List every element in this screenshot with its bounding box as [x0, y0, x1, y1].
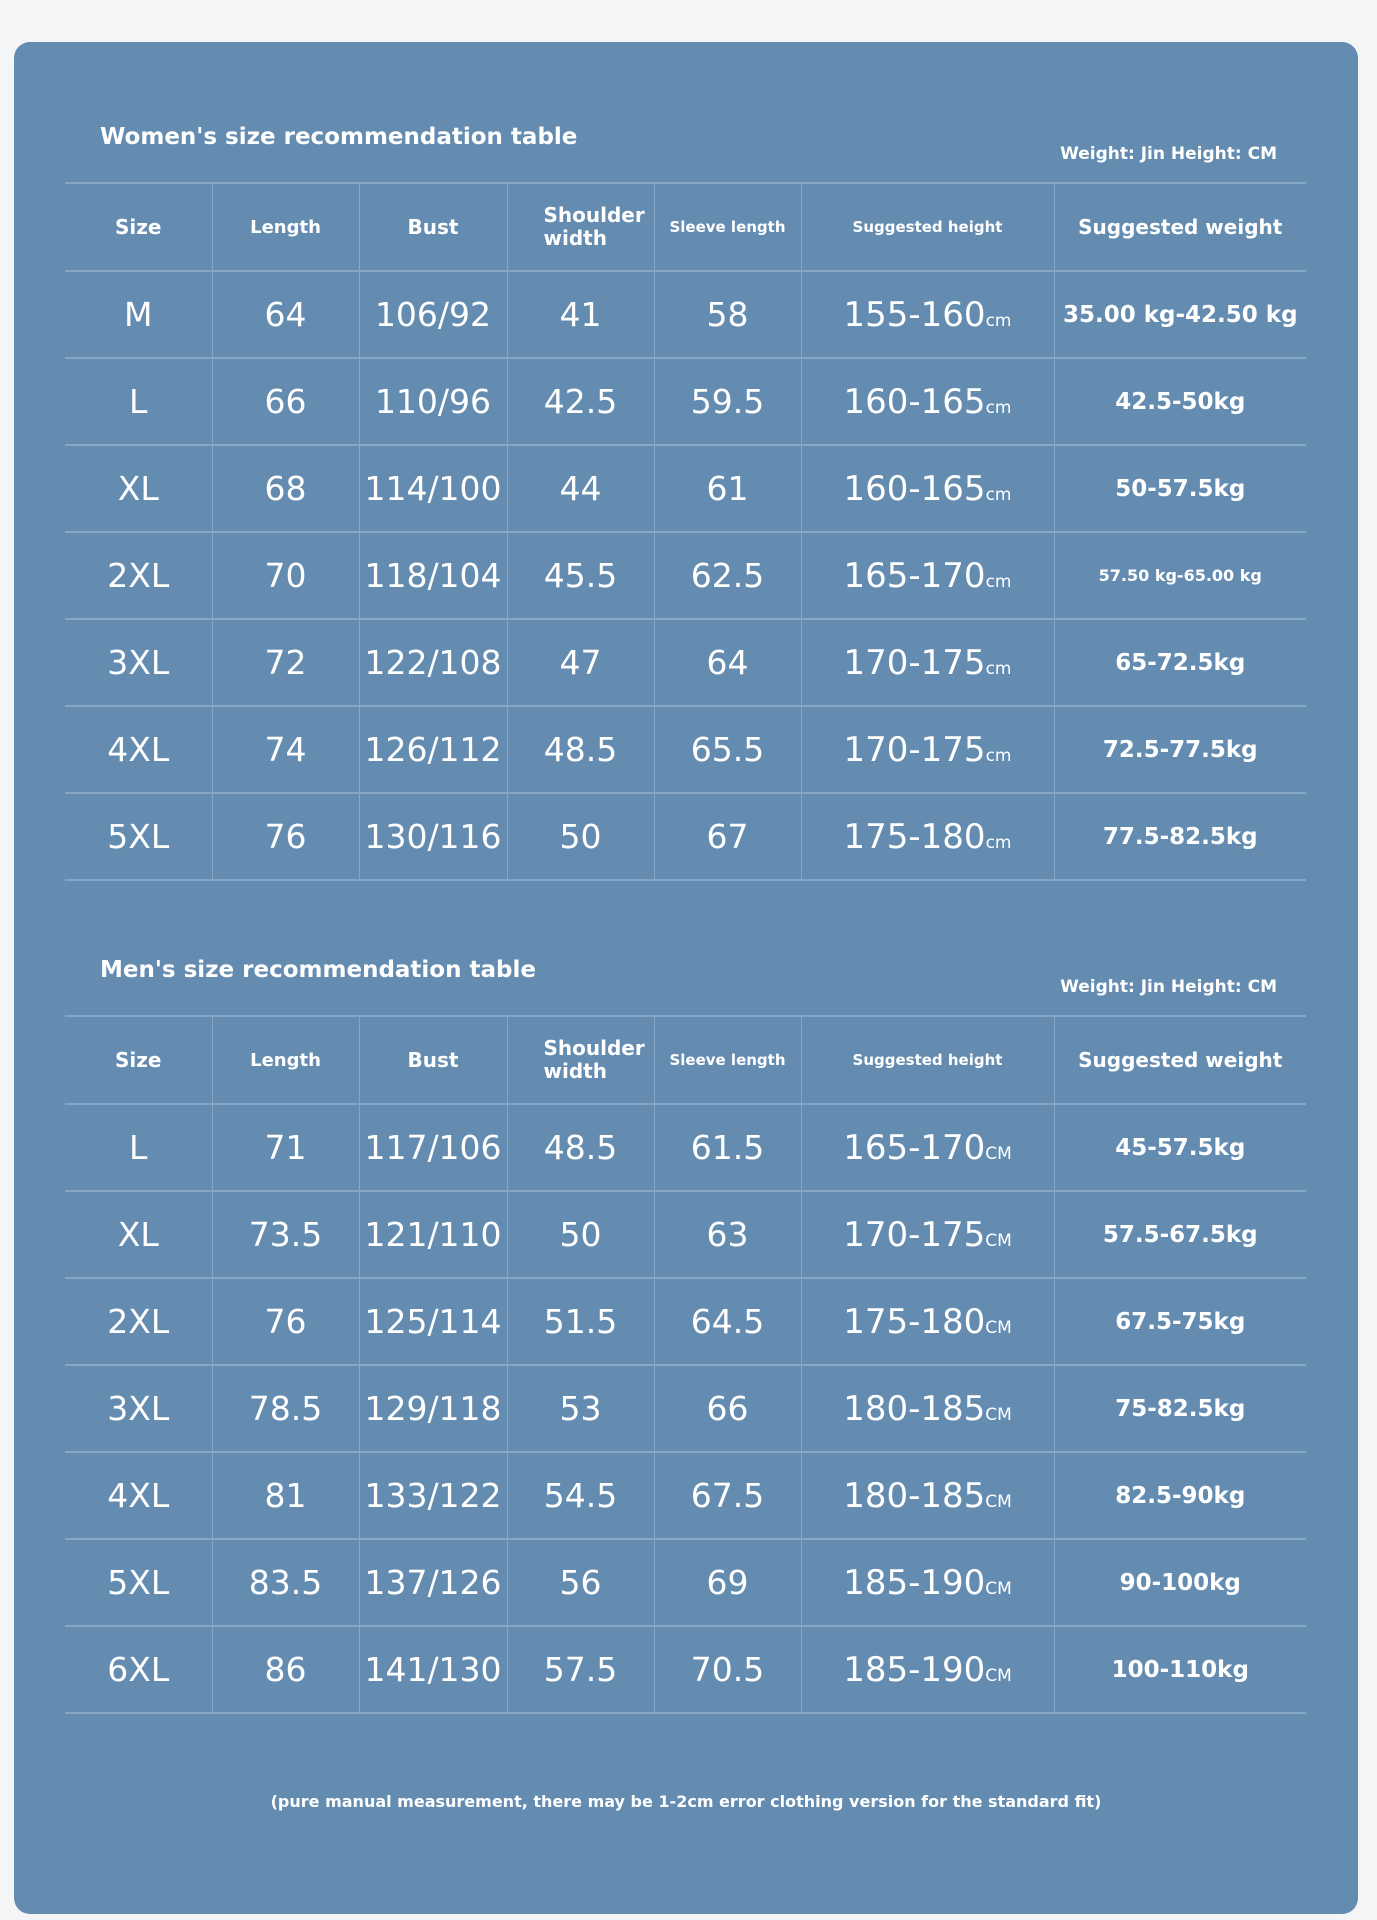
cell-suggested-weight: 57.5-67.5kg — [1054, 1191, 1306, 1278]
height-unit: cm — [985, 397, 1012, 418]
cell-suggested-weight: 35.00 kg-42.50 kg — [1054, 271, 1306, 358]
cell-sleeve-length: 58 — [654, 271, 801, 358]
cell-shoulder-width: 45.5 — [507, 532, 654, 619]
cell-sleeve-length: 63 — [654, 1191, 801, 1278]
cell-bust: 106/92 — [359, 271, 507, 358]
height-unit: cm — [985, 571, 1012, 592]
height-value: 175-180 — [843, 1301, 986, 1342]
cell-shoulder-width: 48.5 — [507, 1104, 654, 1191]
cell-suggested-height — [801, 1104, 1054, 1191]
header-suggested-height: Suggested height — [801, 1016, 1054, 1104]
men-table-title: Men's size recommendation table — [100, 957, 536, 983]
height-value: 165-170 — [843, 1127, 986, 1168]
cell-bust: 125/114 — [359, 1278, 507, 1365]
cell-size: 3XL — [65, 619, 212, 706]
height-value: 160-165 — [843, 381, 986, 422]
table-row — [65, 532, 1306, 619]
cell-suggested-height — [801, 793, 1054, 880]
cell-size: 2XL — [65, 532, 212, 619]
header-sleeve-length: Sleeve length — [654, 183, 801, 271]
height-value: 185-190 — [843, 1562, 986, 1603]
cell-size: 5XL — [65, 793, 212, 880]
cell-shoulder-width: 50 — [507, 793, 654, 880]
height-unit: CM — [985, 1317, 1012, 1338]
cell-length: 66 — [212, 358, 359, 445]
cell-sleeve-length: 61 — [654, 445, 801, 532]
height-value: 170-175 — [843, 1214, 986, 1255]
height-unit: CM — [985, 1230, 1012, 1251]
cell-bust: 137/126 — [359, 1539, 507, 1626]
height-value: 165-170 — [843, 555, 986, 596]
header-size: Size — [65, 1016, 212, 1104]
header-length: Length — [212, 183, 359, 271]
cell-bust: 141/130 — [359, 1626, 507, 1713]
table-row — [65, 706, 1306, 793]
men-size-table — [65, 1015, 1306, 1714]
height-unit: CM — [985, 1665, 1012, 1686]
height-value: 175-180 — [843, 816, 986, 857]
table-row — [65, 1104, 1306, 1191]
cell-suggested-height — [801, 532, 1054, 619]
height-unit: cm — [985, 658, 1012, 679]
header-shoulder-line2: width — [543, 1059, 607, 1083]
table-header-row — [65, 183, 1306, 271]
height-unit: cm — [985, 310, 1012, 331]
table-row — [65, 793, 1306, 880]
cell-size: 5XL — [65, 1539, 212, 1626]
height-unit: cm — [985, 832, 1012, 853]
height-value: 170-175 — [843, 729, 986, 770]
cell-bust: 129/118 — [359, 1365, 507, 1452]
cell-bust: 114/100 — [359, 445, 507, 532]
cell-bust: 126/112 — [359, 706, 507, 793]
table-row — [65, 1626, 1306, 1713]
table-row — [65, 1452, 1306, 1539]
cell-suggested-height — [801, 706, 1054, 793]
cell-size: L — [65, 358, 212, 445]
height-value: 185-190 — [843, 1649, 986, 1690]
cell-length: 76 — [212, 1278, 359, 1365]
cell-suggested-weight: 42.5-50kg — [1054, 358, 1306, 445]
cell-suggested-height — [801, 1278, 1054, 1365]
cell-suggested-height — [801, 358, 1054, 445]
table-row — [65, 1365, 1306, 1452]
header-shoulder-width — [507, 183, 654, 271]
cell-size: 4XL — [65, 706, 212, 793]
cell-shoulder-width: 53 — [507, 1365, 654, 1452]
cell-size: XL — [65, 1191, 212, 1278]
height-unit: CM — [985, 1578, 1012, 1599]
cell-length: 64 — [212, 271, 359, 358]
cell-suggested-height — [801, 1626, 1054, 1713]
men-unit-note: Weight: Jin Height: CM — [1060, 977, 1277, 997]
header-bust: Bust — [359, 183, 507, 271]
cell-size: 2XL — [65, 1278, 212, 1365]
cell-size: 4XL — [65, 1452, 212, 1539]
header-shoulder-line1: Shoulder — [543, 1036, 645, 1060]
cell-suggested-height — [801, 445, 1054, 532]
cell-sleeve-length: 64.5 — [654, 1278, 801, 1365]
cell-sleeve-length: 59.5 — [654, 358, 801, 445]
cell-shoulder-width: 47 — [507, 619, 654, 706]
cell-shoulder-width: 54.5 — [507, 1452, 654, 1539]
cell-size: XL — [65, 445, 212, 532]
cell-shoulder-width: 56 — [507, 1539, 654, 1626]
cell-suggested-weight: 77.5-82.5kg — [1054, 793, 1306, 880]
cell-suggested-weight: 90-100kg — [1054, 1539, 1306, 1626]
header-suggested-weight: Suggested weight — [1054, 183, 1306, 271]
cell-length: 83.5 — [212, 1539, 359, 1626]
header-shoulder-line2: width — [543, 226, 607, 250]
header-shoulder-line1: Shoulder — [543, 203, 645, 227]
height-unit: cm — [985, 745, 1012, 766]
cell-shoulder-width: 57.5 — [507, 1626, 654, 1713]
header-shoulder-width — [507, 1016, 654, 1104]
height-unit: CM — [985, 1404, 1012, 1425]
header-suggested-height: Suggested height — [801, 183, 1054, 271]
table-header-row — [65, 1016, 1306, 1104]
header-suggested-weight: Suggested weight — [1054, 1016, 1306, 1104]
cell-sleeve-length: 65.5 — [654, 706, 801, 793]
women-unit-note: Weight: Jin Height: CM — [1060, 144, 1277, 164]
cell-shoulder-width: 50 — [507, 1191, 654, 1278]
cell-length: 71 — [212, 1104, 359, 1191]
cell-shoulder-width: 41 — [507, 271, 654, 358]
table-row — [65, 1278, 1306, 1365]
cell-length: 76 — [212, 793, 359, 880]
cell-size: L — [65, 1104, 212, 1191]
cell-bust: 118/104 — [359, 532, 507, 619]
height-unit: cm — [985, 484, 1012, 505]
cell-length: 72 — [212, 619, 359, 706]
cell-sleeve-length: 66 — [654, 1365, 801, 1452]
cell-length: 68 — [212, 445, 359, 532]
height-unit: CM — [985, 1491, 1012, 1512]
cell-shoulder-width: 51.5 — [507, 1278, 654, 1365]
women-size-table — [65, 182, 1306, 881]
cell-bust: 121/110 — [359, 1191, 507, 1278]
cell-suggested-weight: 67.5-75kg — [1054, 1278, 1306, 1365]
height-value: 180-185 — [843, 1388, 986, 1429]
cell-suggested-height — [801, 1539, 1054, 1626]
header-length: Length — [212, 1016, 359, 1104]
cell-sleeve-length: 62.5 — [654, 532, 801, 619]
cell-suggested-weight: 72.5-77.5kg — [1054, 706, 1306, 793]
measurement-footnote: (pure manual measurement, there may be 1-2cm error clothing version for the standard fit) — [270, 1792, 1102, 1811]
cell-shoulder-width: 44 — [507, 445, 654, 532]
cell-sleeve-length: 70.5 — [654, 1626, 801, 1713]
cell-suggested-weight: 50-57.5kg — [1054, 445, 1306, 532]
cell-size: M — [65, 271, 212, 358]
cell-suggested-weight: 75-82.5kg — [1054, 1365, 1306, 1452]
table-row — [65, 358, 1306, 445]
height-value: 170-175 — [843, 642, 986, 683]
cell-bust: 133/122 — [359, 1452, 507, 1539]
cell-suggested-height — [801, 1365, 1054, 1452]
cell-length: 78.5 — [212, 1365, 359, 1452]
cell-size: 3XL — [65, 1365, 212, 1452]
cell-length: 74 — [212, 706, 359, 793]
cell-suggested-height — [801, 1191, 1054, 1278]
cell-size: 6XL — [65, 1626, 212, 1713]
cell-length: 70 — [212, 532, 359, 619]
header-size: Size — [65, 183, 212, 271]
height-value: 180-185 — [843, 1475, 986, 1516]
cell-bust: 117/106 — [359, 1104, 507, 1191]
women-table-title: Women's size recommendation table — [100, 124, 578, 150]
table-row — [65, 271, 1306, 358]
cell-length: 86 — [212, 1626, 359, 1713]
cell-bust: 110/96 — [359, 358, 507, 445]
cell-sleeve-length: 67 — [654, 793, 801, 880]
size-chart-panel — [14, 42, 1358, 1914]
cell-suggested-weight: 65-72.5kg — [1054, 619, 1306, 706]
cell-sleeve-length: 61.5 — [654, 1104, 801, 1191]
cell-sleeve-length: 69 — [654, 1539, 801, 1626]
cell-suggested-weight: 82.5-90kg — [1054, 1452, 1306, 1539]
cell-suggested-height — [801, 271, 1054, 358]
cell-suggested-weight: 57.50 kg-65.00 kg — [1054, 532, 1306, 619]
cell-sleeve-length: 67.5 — [654, 1452, 801, 1539]
header-sleeve-length: Sleeve length — [654, 1016, 801, 1104]
height-value: 160-165 — [843, 468, 986, 509]
table-row — [65, 1191, 1306, 1278]
table-row — [65, 445, 1306, 532]
table-row — [65, 1539, 1306, 1626]
cell-suggested-weight: 45-57.5kg — [1054, 1104, 1306, 1191]
cell-suggested-height — [801, 619, 1054, 706]
cell-bust: 130/116 — [359, 793, 507, 880]
cell-sleeve-length: 64 — [654, 619, 801, 706]
table-row — [65, 619, 1306, 706]
cell-length: 73.5 — [212, 1191, 359, 1278]
header-bust: Bust — [359, 1016, 507, 1104]
cell-shoulder-width: 48.5 — [507, 706, 654, 793]
height-unit: CM — [985, 1143, 1012, 1164]
cell-shoulder-width: 42.5 — [507, 358, 654, 445]
cell-suggested-weight: 100-110kg — [1054, 1626, 1306, 1713]
cell-length: 81 — [212, 1452, 359, 1539]
height-value: 155-160 — [843, 294, 986, 335]
cell-bust: 122/108 — [359, 619, 507, 706]
cell-suggested-height — [801, 1452, 1054, 1539]
